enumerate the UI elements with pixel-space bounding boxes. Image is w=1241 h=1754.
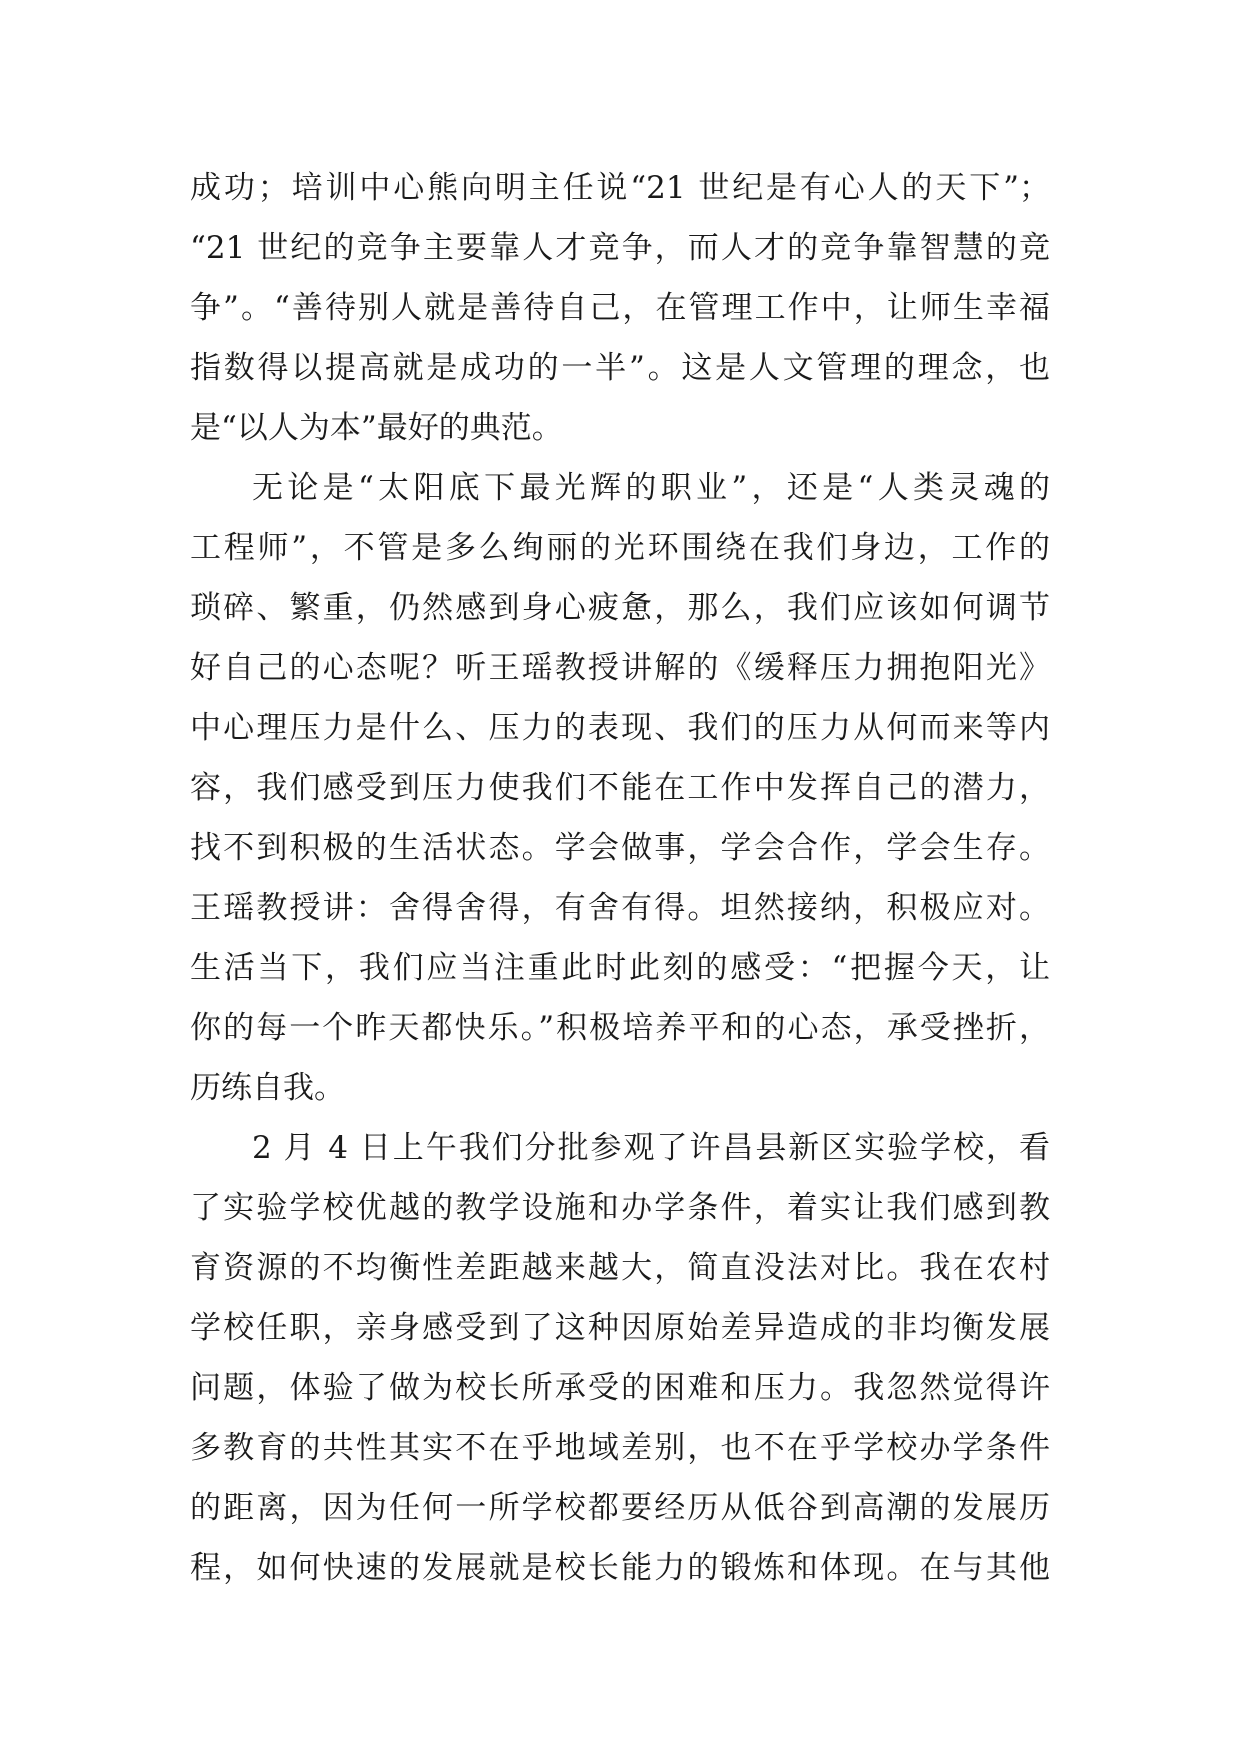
text-line: 是“以人为本”最好的典范。 xyxy=(190,410,563,446)
text-line: 中心理压力是什么、压力的表现、我们的压力从何而来等内 xyxy=(190,710,1050,746)
text-line: 生活当下，我们应当注重此时此刻的感受：“把握今天，让 xyxy=(190,950,1050,986)
paragraph-first-line: 2 月 4 日上午我们分批参观了许昌县新区实验学校，看 xyxy=(252,1130,1050,1166)
text-line: “21 世纪的竞争主要靠人才竞争，而人才的竞争靠智慧的竞 xyxy=(190,230,1050,266)
body-text xyxy=(190,158,1050,1598)
text-line: 好自己的心态呢？听王瑶教授讲解的《缓释压力拥抱阳光》 xyxy=(190,650,1050,686)
text-line: 争”。“善待别人就是善待自己，在管理工作中，让师生幸福 xyxy=(190,290,1050,326)
text-line: 学校任职，亲身感受到了这种因原始差异造成的非均衡发展 xyxy=(190,1310,1050,1346)
text-line: 琐碎、繁重，仍然感到身心疲惫，那么，我们应该如何调节 xyxy=(190,590,1050,626)
text-line: 了实验学校优越的教学设施和办学条件，着实让我们感到教 xyxy=(190,1190,1050,1226)
text-line: 程，如何快速的发展就是校长能力的锻炼和体现。在与其他 xyxy=(190,1550,1050,1586)
text-line: 育资源的不均衡性差距越来越大，简直没法对比。我在农村 xyxy=(190,1250,1050,1286)
text-line: 你的每一个昨天都快乐。”积极培养平和的心态，承受挫折， xyxy=(190,1010,1050,1046)
text-line: 找不到积极的生活状态。学会做事，学会合作，学会生存。 xyxy=(190,830,1050,866)
text-line: 容，我们感受到压力使我们不能在工作中发挥自己的潜力， xyxy=(190,770,1050,806)
paragraph-first-line: 无论是“太阳底下最光辉的职业”，还是“人类灵魂的 xyxy=(252,470,1050,506)
text-line: 成功；培训中心熊向明主任说“21 世纪是有心人的天下”； xyxy=(190,170,1050,206)
text-line: 工程师”，不管是多么绚丽的光环围绕在我们身边，工作的 xyxy=(190,530,1050,566)
text-line: 多教育的共性其实不在乎地域差别，也不在乎学校办学条件 xyxy=(190,1430,1050,1466)
text-line: 王瑶教授讲：舍得舍得，有舍有得。坦然接纳，积极应对。 xyxy=(190,890,1050,926)
text-line: 指数得以提高就是成功的一半”。这是人文管理的理念，也 xyxy=(190,350,1050,386)
text-line: 历练自我。 xyxy=(190,1070,345,1106)
text-line: 的距离，因为任何一所学校都要经历从低谷到高潮的发展历 xyxy=(190,1490,1050,1526)
text-line: 问题，体验了做为校长所承受的困难和压力。我忽然觉得许 xyxy=(190,1370,1050,1406)
